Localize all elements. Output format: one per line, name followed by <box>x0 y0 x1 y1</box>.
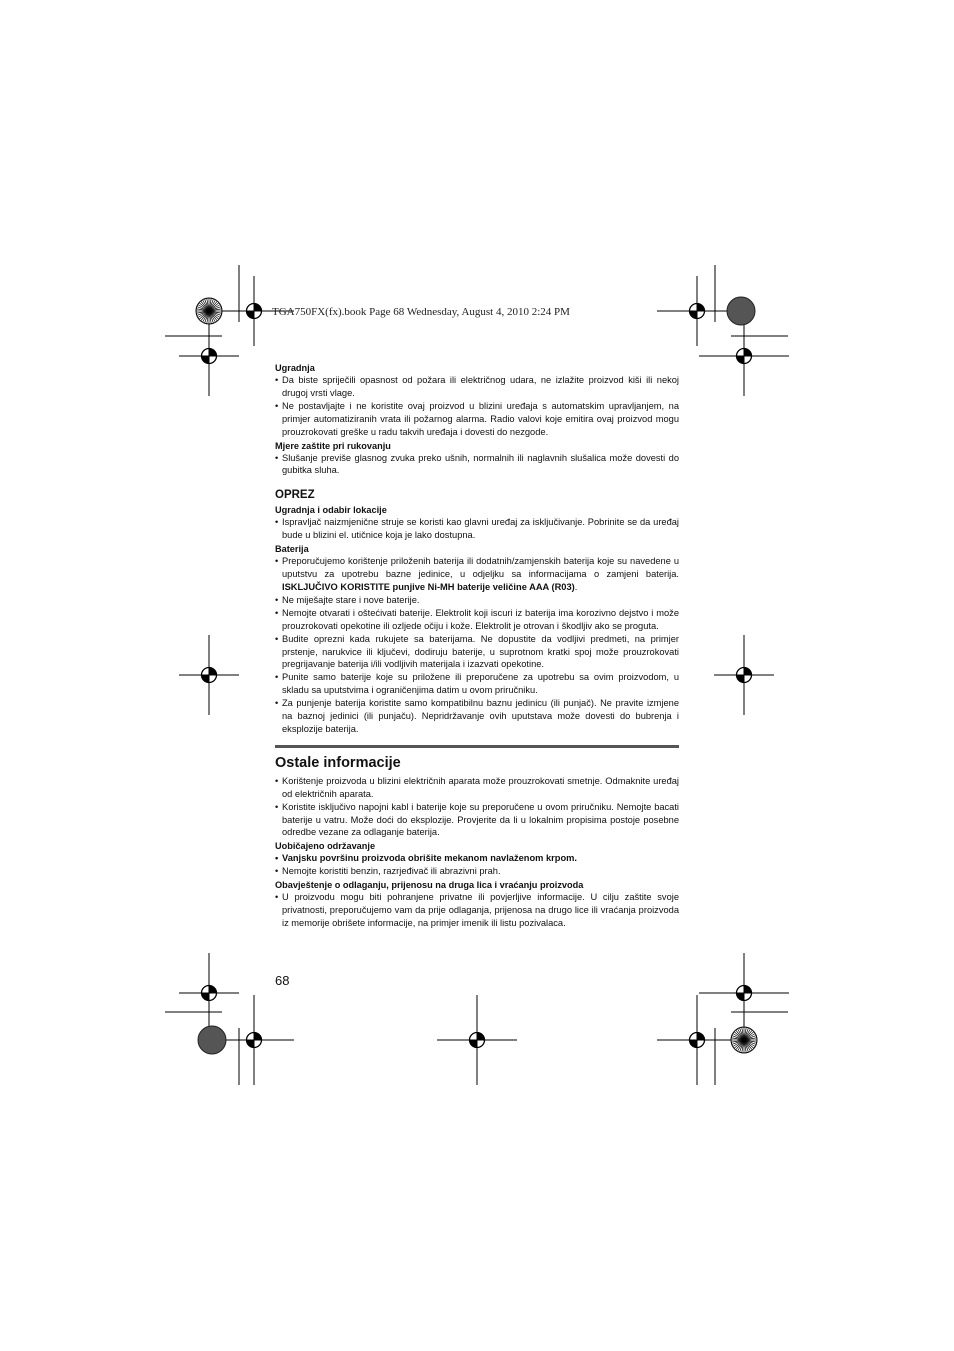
registration-quadrant <box>690 1040 698 1048</box>
density-dot <box>727 297 755 325</box>
registration-quadrant <box>690 311 698 319</box>
page-content <box>275 362 679 931</box>
battery-text-end: . <box>574 581 578 592</box>
heading-odrzavanje: Uobičajeno održavanje <box>275 841 376 852</box>
registration-quadrant <box>697 304 705 312</box>
heading-baterija: Baterija <box>275 544 309 555</box>
heading-mjere-zastite: Mjere zaštite pri rukovanju <box>275 440 391 451</box>
list-item: • Punite samo baterije koje su priložene ili preporučene za upotrebu sa ovim proizvodom, u skladu sa uputstvima i ograničenjima datim u ovom priručniku. <box>275 671 679 697</box>
list-item: • Za punjenje baterija koristite samo kompatibilnu baznu jedinicu (ili punjač). Ne pravite izmjene na baznoj jedinici (ili punjaču). Nepridržavanje ovih uputstava može dovesti do bubrenja i eksplozije baterija. <box>275 697 679 736</box>
registration-quadrant <box>202 993 210 1001</box>
section-divider <box>275 745 679 748</box>
heading-ugradnja: Ugradnja <box>275 363 315 373</box>
density-dot <box>198 1026 226 1054</box>
section-mjere-zastite <box>275 440 679 478</box>
list-item: • Vanjsku površinu proizvoda obrišite mekanom navlaženom krpom. <box>275 852 679 865</box>
registration-quadrant <box>209 349 217 357</box>
list-item: • Ispravljač naizmjenične struje se koristi kao glavni uređaj za isključivanje. Pobrinite se da uređaj bude u blizini el. utičnice koja je lako dostupna. <box>275 516 679 542</box>
oprez-title: OPREZ <box>275 489 315 502</box>
registration-quadrant <box>737 356 745 364</box>
list-item: • Ne postavljajte i ne koristite ovaj proizvod u blizini uređaja s automatskim upravljanjem, na primjer automatiziranih vrata ili požarnog alarma. Radio valovi koje emitira ovaj proizvod mogu prouzrokovati greške u radu takvih uređaja i dovesti do nezgode. <box>275 400 679 439</box>
list-item: • Nemojte otvarati i oštećivati baterije. Elektrolit koji iscuri iz baterija ima korozivno dejstvo i može prouzrokovati opekotine ili ozljede očiju i kože. Elektrolit je otrovan i škodljiv ako se proguta. <box>275 607 679 633</box>
heading-odlaganje: Obavještenje o odlaganju, prijenosu na druga lica i vraćanju proizvoda <box>275 880 584 891</box>
page-number: 68 <box>275 973 290 988</box>
registration-quadrant <box>209 986 217 994</box>
section-odrzavanje <box>275 840 679 878</box>
list-item: • Da biste spriječili opasnost od požara ili električnog udara, ne izlažite proizvod kiši ili nekoj drugoj vrsti vlage. <box>275 374 679 400</box>
list-item <box>275 555 679 594</box>
registration-quadrant <box>737 675 745 683</box>
registration-quadrant <box>202 675 210 683</box>
section-title-ostale: Ostale informacije <box>275 754 401 771</box>
section-ugradnja <box>275 362 679 439</box>
registration-quadrant <box>470 1040 478 1048</box>
registration-quadrant <box>209 668 217 676</box>
section-baterija <box>275 543 679 736</box>
registration-quadrant <box>744 668 752 676</box>
battery-text: Preporučujemo korištenje priloženih baterija ili dodatnih/zamjenskih baterija koje su navedene u uputstvu za upotrebu bazne jedinice, u odjeljku sa informacijama o zamjeni baterija. <box>282 556 679 580</box>
registration-quadrant <box>254 304 262 312</box>
battery-bold-text: ISKLJUČIVO KORISTITE punjive Ni-MH baterije veličine AAA (R03) <box>282 581 575 592</box>
registration-quadrant <box>477 1033 485 1041</box>
list-item: • U proizvodu mogu biti pohranjene privatne ili povjerljive informacije. U cilju zaštite svoje privatnosti, preporučujemo vam da prije odlaganja, prijenosa na drugo lice ili vraćanja proizvoda iz memorije obrišete informacije, na primjer imenik ili listu pozivalaca. <box>275 891 679 930</box>
registration-quadrant <box>247 311 255 319</box>
list-item: • Nemojte koristiti benzin, razrjeđivač ili abrazivni prah. <box>275 865 679 878</box>
section-odlaganje <box>275 879 679 930</box>
print-header: TGA750FX(fx).book Page 68 Wednesday, August 4, 2010 2:24 PM <box>272 306 570 318</box>
list-item: • Slušanje previše glasnog zvuka preko ušnih, normalnih ili naglavnih slušalica može dovesti do gubitka sluha. <box>275 452 679 478</box>
registration-quadrant <box>247 1040 255 1048</box>
list-item: • Koristite isključivo napojni kabl i baterije koje su preporučene u ovom priručniku. Nemojte bacati baterije u vatru. Može doći do eksplozije. Provjerite da li u lokalnim propisima postoje posebne odredbe vezane za odlaganje baterija. <box>275 801 679 840</box>
registration-quadrant <box>737 993 745 1001</box>
registration-quadrant <box>202 356 210 364</box>
list-item: • Ne miješajte stare i nove baterije. <box>275 594 679 607</box>
list-item: • Budite oprezni kada rukujete sa baterijama. Ne dopustite da vodljivi predmeti, na primjer prstenje, narukvice ili ključevi, dodiruju baterije, u suprotnom kratki spoj može prouzrokovati pregrijavanje baterija i/ili vodljivih materijala i izazvati opekotine. <box>275 633 679 672</box>
heading-odabir-lokacije: Ugradnja i odabir lokacije <box>275 505 387 516</box>
section-odabir-lokacije <box>275 504 679 542</box>
registration-quadrant <box>697 1033 705 1041</box>
registration-quadrant <box>254 1033 262 1041</box>
registration-quadrant <box>744 349 752 357</box>
registration-quadrant <box>744 986 752 994</box>
list-item: • Korištenje proizvoda u blizini električnih aparata može prouzrokovati smetnje. Odmaknite uređaj od električnih aparata. <box>275 775 679 801</box>
